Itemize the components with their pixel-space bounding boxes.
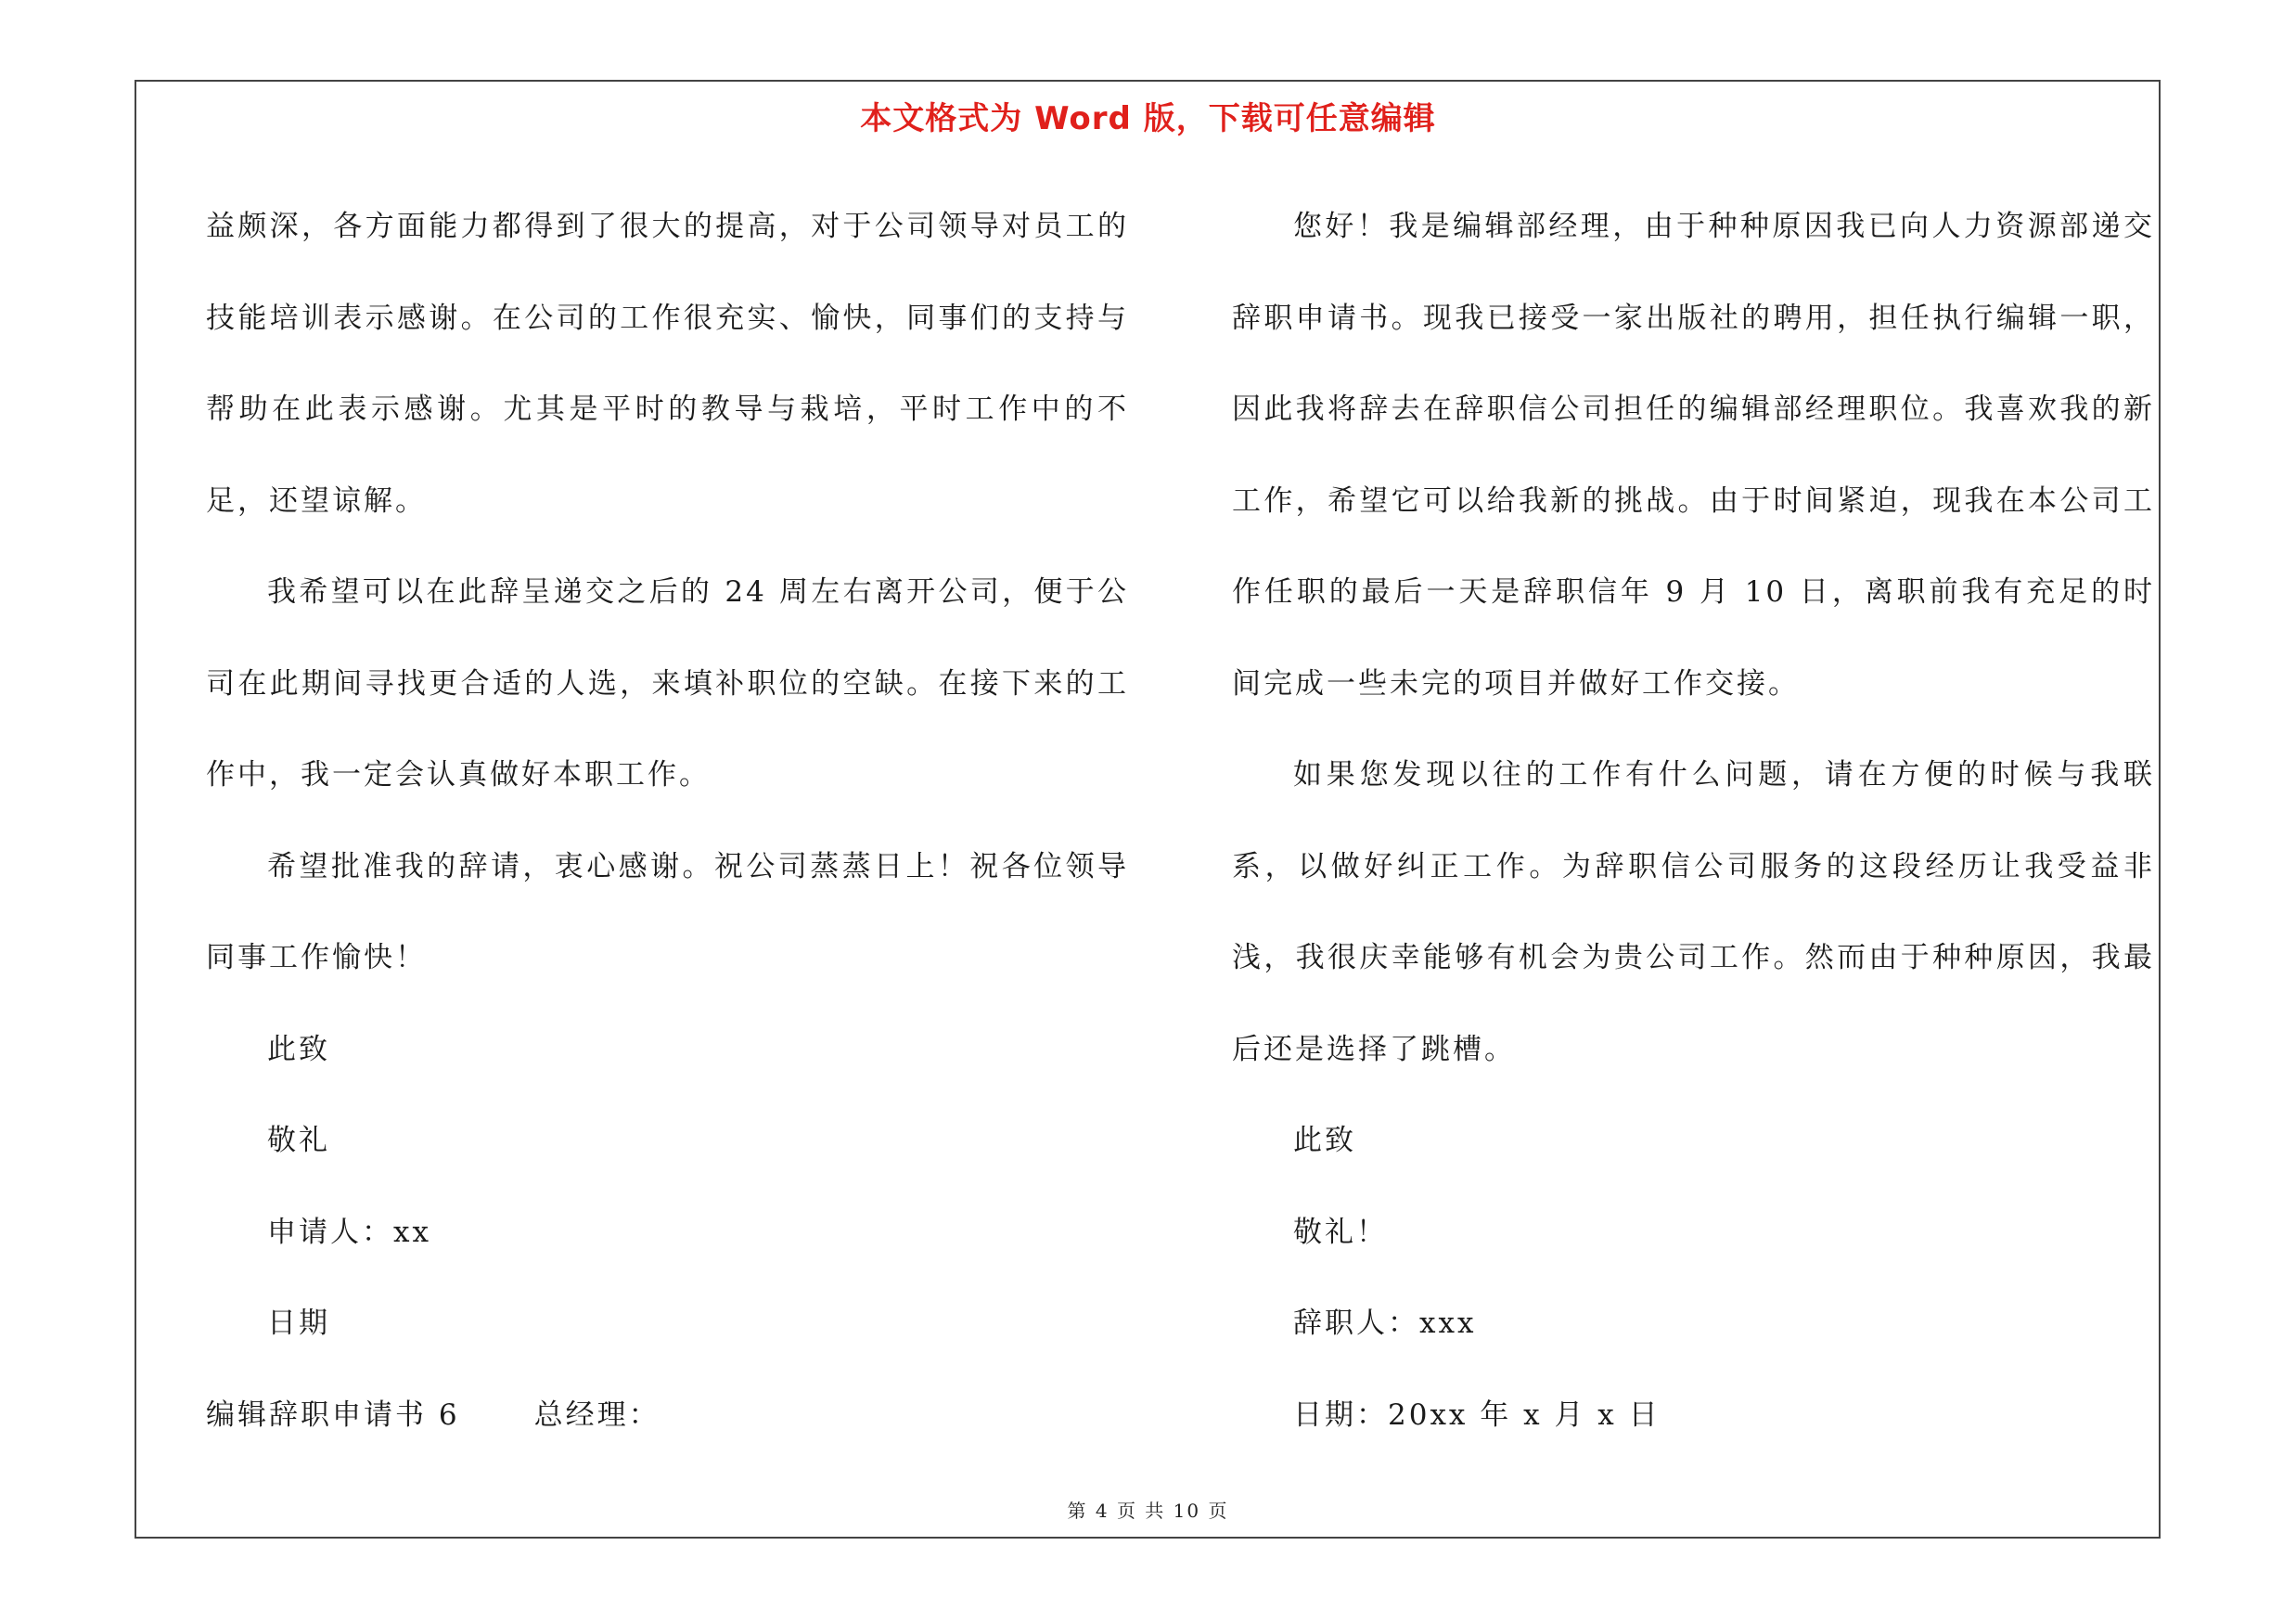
left-paragraph-1: 益颇深，各方面能力都得到了很大的提高，对于公司领导对员工的技能培训表示感谢。在公司的工作很充实、愉快，同事们的支持与帮助在此表示感谢。尤其是平时的教导与栽培，平时工作中的不足，还望谅解。: [206, 210, 1129, 518]
left-date: 日期: [267, 1307, 330, 1340]
right-signer: 辞职人：xxx: [1293, 1307, 1477, 1340]
right-paragraph-2: 如果您发现以往的工作有什么问题，请在方便的时候与我联系，以做好纠正工作。为辞职信公司服务的这段经历让我受益非浅，我很庆幸能够有机会为贵公司工作。然而由于种种原因，我最后还是选择了跳槽。: [1232, 758, 2155, 1066]
left-applicant: 申请人：xx: [267, 1215, 431, 1249]
right-date: 日期：20xx 年 x 月 x 日: [1293, 1398, 1661, 1432]
right-paragraph-1: 您好！我是编辑部经理，由于种种原因我已向人力资源部递交辞职申请书。现我已接受一家出版社的聘用，担任执行编辑一职，因此我将辞去在辞职信公司担任的编辑部经理职位。我喜欢我的新工作，希望它可以给我新的挑战。由于时间紧迫，现我在本公司工作任职的最后一天是辞职信年 9 月 10 日，离职前我有充足的时间完成一些未完的项目并做好工作交接。: [1232, 210, 2155, 701]
left-paragraph-2: 我希望可以在此辞呈递交之后的 24 周左右离开公司，便于公司在此期间寻找更合适的人选，来填补职位的空缺。在接下来的工作中，我一定会认真做好本职工作。: [206, 575, 1129, 792]
right-column: [1232, 181, 2155, 1461]
format-banner: 本文格式为 Word 版，下载可任意编辑: [860, 100, 1436, 137]
next-letter-salutation: 总经理：: [533, 1398, 661, 1432]
page-number-footer: 第 4 页 共 10 页: [1067, 1500, 1229, 1522]
right-closing-1: 此致: [1293, 1124, 1356, 1157]
right-closing-2: 敬礼！: [1293, 1215, 1388, 1249]
left-paragraph-3: 希望批准我的辞请，衷心感谢。祝公司蒸蒸日上！祝各位领导同事工作愉快！: [206, 849, 1129, 974]
next-letter-heading: [206, 1370, 1129, 1462]
left-closing-1: 此致: [267, 1032, 330, 1066]
left-column: [206, 181, 1129, 1461]
next-letter-title: 编辑辞职申请书 6: [206, 1398, 460, 1432]
left-closing-2: 敬礼: [267, 1124, 330, 1157]
